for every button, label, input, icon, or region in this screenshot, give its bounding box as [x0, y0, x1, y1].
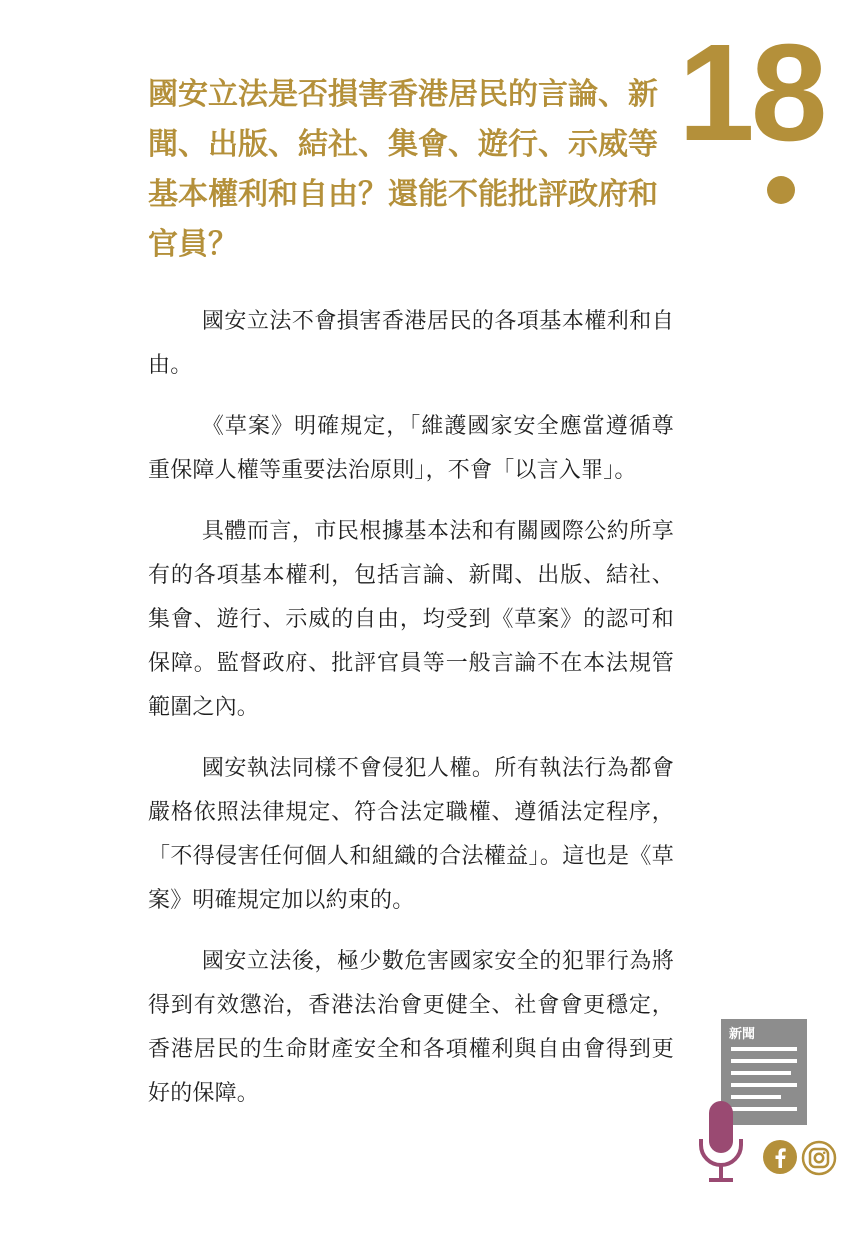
- facebook-icon[interactable]: [763, 1140, 797, 1174]
- page-number: 18: [678, 16, 824, 170]
- article-body: [148, 300, 674, 1133]
- paragraph-1: 國安立法不會損害香港居民的各項基本權利和自由。: [148, 309, 674, 378]
- microphone-icon[interactable]: [697, 1099, 745, 1183]
- paragraph-4: 國安執法同樣不會侵犯人權。所有執法行為都會嚴格依照法律規定、符合法定職權、遵循法定程序，「不得侵害任何個人和組織的合法權益」。這也是《草案》明確規定加以約束的。: [148, 756, 674, 913]
- page-title: 國安立法是否損害香港居民的言論、新聞、出版、結社、集會、遊行、示威等基本權利和自由？還能不能批評政府和官員？: [148, 77, 658, 262]
- news-label: 新聞: [729, 1027, 756, 1042]
- paragraph-3: 具體而言，市民根據基本法和有關國際公約所享有的各項基本權利，包括言論、新聞、出版、結社、集會、遊行、示威的自由，均受到《草案》的認可和保障。監督政府、批評官員等一般言論不在本法規管範圍之內。: [148, 519, 674, 720]
- paragraph-2: 《草案》明確規定，「維護國家安全應當遵循尊重保障人權等重要法治原則」，不會「以言入罪」。: [148, 414, 674, 483]
- instagram-icon[interactable]: [801, 1140, 837, 1176]
- page-number-dot: [767, 176, 795, 204]
- paragraph-5: 國安立法後，極少數危害國家安全的犯罪行為將得到有效懲治，香港法治會更健全、社會會更穩定，香港居民的生命財產安全和各項權利與自由會得到更好的保障。: [148, 949, 674, 1106]
